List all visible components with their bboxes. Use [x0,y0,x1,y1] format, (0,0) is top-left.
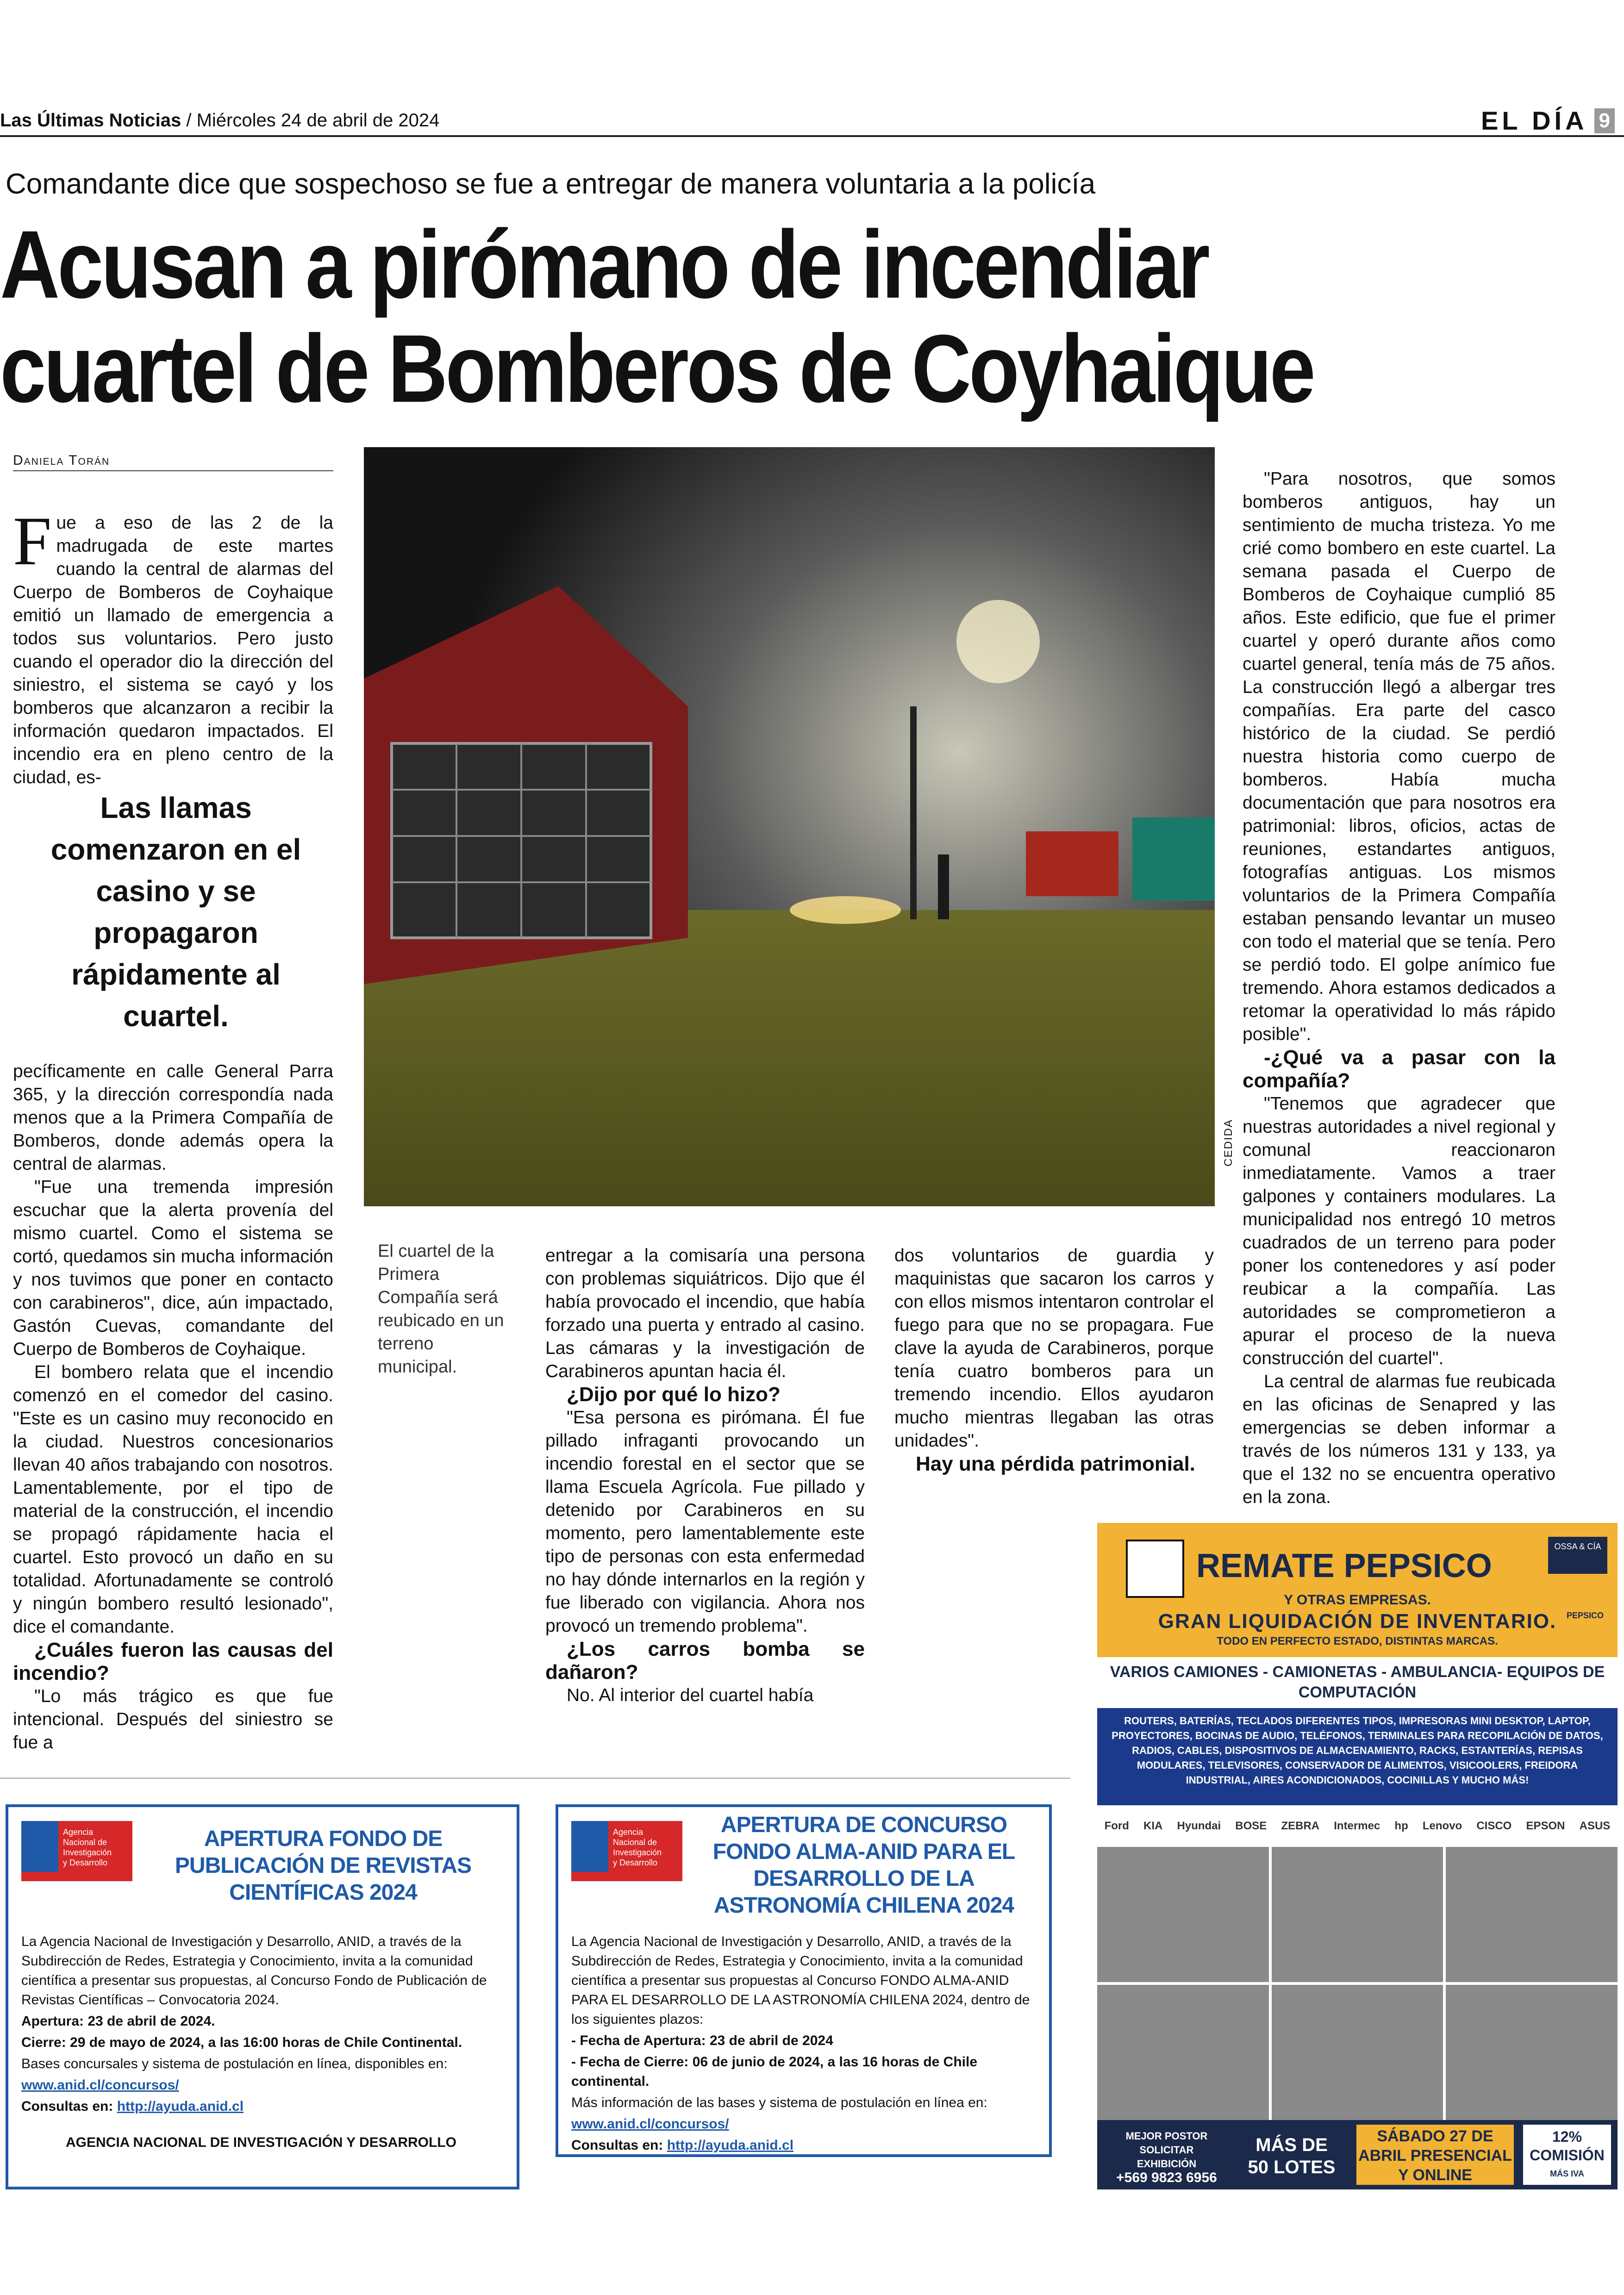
lots-count: MÁS DE 50 LOTES [1248,2135,1336,2177]
ad-title: APERTURA FONDO DE PUBLICACIÓN DE REVISTAS CIENTÍFICAS 2024 [175,1827,472,1905]
issue-date: Miércoles 24 de abril de 2024 [196,110,440,131]
ad-footer [1097,2120,1618,2189]
svg-text:Agencia: Agencia [63,1827,94,1837]
photo-credit: CEDIDA [1222,1119,1235,1166]
items-list: ROUTERS, BATERÍAS, TECLADOS DIFERENTES TIPOS, IMPRESORAS MINI DESKTOP, LAPTOP, PROYECTORES, BOCINAS DE AUDIO, TELÉFONOS, TERMINALES PARA RECOPILACIÓN DE DATOS, RADIOS, CABLES, DISPOSITIVOS DE ALMACENAMIENTO, RACKS, ESTANTERÍAS, REPISAS MODULARES, TELEVISORES, CONSERVADOR DE ALIMENTOS, VISICOOLERS, FREIDORA INDUSTRIAL, AIRES ACONDICIONADOS, COCINILLAS Y MUCHO MÁS! [1097,1708,1618,1805]
ad-footer: AGENCIA NACIONAL DE INVESTIGACIÓN Y DESARROLLO [66,2135,456,2150]
ad-label: Consultas en: [571,2138,663,2153]
brand-logo: EPSON [1526,1820,1565,1832]
publication-name: Las Últimas Noticias [0,110,181,131]
ad-paragraph: La Agencia Nacional de Investigación y Desarrollo, ANID, a través de la Subdirección de Redes, Estrategia y Conocimiento, invita a la comunidad científica a presentar sus propuestas, al Concurso Fondo de Publicación de Revistas Científicas – Convocatoria 2024. [21,1934,487,2008]
ad-subtitle: GRAN LIQUIDACIÓN DE INVENTARIO. [1158,1610,1557,1633]
paragraph: "Para nosotros, que somos bomberos antiguos, hay un sentimiento de mucha tristeza. Yo me crié como bombero en este cuartel. La semana pasada el Cuerpo de Bomberos de Coyhaique cumplió 85 años. Este edificio, que fue el primer cuartel y operó durante años como cuartel general, tenía más de 75 años. La construcción llegó a albergar tres compañías. Era parte del casco histórico de la ciudad. Se perdió nuestra historia como cuerpo de bomberos. Había mucha documentación que para nosotros era patrimonial: libros, oficios, actas de reuniones, estandartes antiguos, fotografías antiguas. Los mismos voluntarios de la Primera Compañía estaban pensando levantar un museo con todo el material que se tenía. Pero se perdió todo. El golpe anímico fue tremendo. Ahora estamos dedicados a retomar la operatividad lo más rápido posible". [1243,469,1555,1044]
header-rule [0,135,1624,137]
commission-note: MÁS IVA [1550,2169,1584,2178]
product-photo [1097,1847,1269,1982]
paragraph: La central de alarmas fue reubicada en las oficinas de Senapred y las emergencias se deben informar a través de los números 131 y 133, ya que el 132 no se encuentra operativo en la zona. [1243,1372,1555,1507]
commission-box [1523,2125,1611,2185]
ad-banner [1097,1523,1618,1657]
commission: 12% COMISIÓN [1530,2128,1605,2164]
drop-cap: F [13,503,52,580]
anid-ad-astronomy [556,1804,1052,2157]
headline-line-2: cuartel de Bomberos de Coyhaique [0,315,1313,423]
product-photo [1097,1985,1269,2120]
interview-question: ¿Dijo por qué lo hizo? [567,1383,781,1406]
svg-text:y Desarrollo: y Desarrollo [63,1858,108,1867]
pepsico-auction-ad [1097,1523,1618,2189]
ad-opening-date: - Fecha de Apertura: 23 de abril de 2024 [571,2033,833,2048]
fire-photo [364,447,1215,1206]
section-label [1481,106,1615,136]
anid-ad-journals [6,1804,519,2189]
brand-logo: CISCO [1476,1820,1512,1832]
ad-paragraph: Más información de las bases y sistema de postulación en línea en: [571,2095,987,2110]
masthead: Las Últimas Noticias / Miércoles 24 de abril de 2024 [0,110,440,131]
byline: Daniela Torán [13,453,110,468]
page-number: 9 [1594,108,1615,133]
brand-logo: ZEBRA [1281,1820,1320,1832]
brand-logo: ASUS [1579,1820,1611,1832]
product-photo [1446,1847,1618,1982]
article-kicker: Comandante dice que sospechoso se fue a entregar de manera voluntaria a la policía [6,168,1096,200]
paragraph: "Fue una tremenda impresión escuchar que la alerta provenía del mismo cuartel. Como el sistema se cortó, quedamos sin mucha información y nos tuvimos que poner en contacto con carabineros", dice, aún impactado, Gastón Cuevas, comandante del Cuerpo de Bomberos de Coyhaique. [13,1177,333,1359]
brand-logo: Lenovo [1422,1820,1462,1832]
interview-question: -¿Qué va a pasar con la compañía? [1243,1046,1555,1092]
pepsico-logo: PEPSICO [1566,1611,1604,1620]
product-photos [1097,1847,1618,2120]
ad-paragraph: La Agencia Nacional de Investigación y Desarrollo, ANID, a través de la Subdirección de Redes, Estrategia y Conocimiento, invita a la comunidad científica a presentar sus propuestas al Concurso FONDO ALMA-ANID PARA EL DESARROLLO DE LA ASTRONOMÍA CHILENA 2024, dentro de los siguientes plazos: [571,1934,1030,2027]
ad-link-concursos[interactable]: www.anid.cl/concursos/ [571,2116,729,2132]
anid-logo-icon [21,1821,132,1895]
brand-logo: Intermec [1334,1820,1380,1832]
paragraph: No. Al interior del cuartel había [567,1685,814,1705]
paragraph-text: ue a eso de las 2 de la madrugada de este martes cuando la central de alarmas del Cuerpo de Bomberos de Coyhaique emitió un llamado de emergencia a todos sus voluntarios. Pero justo cuando el operador dio la dirección del siniestro, el sistema se cayó y los bomberos que alcanzaron a recibir la información quedaron impactados. El incendio era en pleno centro de la ciudad, es- [13,513,333,787]
ad-subtitle: Y OTRAS EMPRESAS. [1284,1592,1431,1608]
svg-text:Investigación: Investigación [613,1848,662,1857]
svg-text:Nacional de: Nacional de [63,1838,107,1847]
brand-logo: KIA [1143,1820,1163,1832]
ad-link-ayuda[interactable]: http://ayuda.anid.cl [667,2138,794,2153]
brand-logo: hp [1394,1820,1408,1832]
article-column-1-top [13,503,333,789]
brand-logo: Hyundai [1177,1820,1221,1832]
ossa-logo: OSSA & CÍA [1548,1537,1607,1574]
interview-question: ¿Cuáles fueron las causas del incendio? [13,1639,333,1684]
ad-label: Consultas en: [21,2099,113,2114]
svg-text:Agencia: Agencia [613,1827,643,1837]
product-photo [1446,1985,1618,2120]
paragraph: "Esa persona es pirómana. Él fue pillado infraganti provocando un incendio forestal en el sector que se llama Escuela Agrícola. Fue pillado y detenido por Carabineros en su momento, pero lamentablemente este tipo de personas con esta enfermedad no hay dónde internarlos en la región y fue liberado con vigilancia. Ahora nos provocó un tremendo problema". [545,1408,865,1636]
byline-rule [13,470,333,471]
svg-text:y Desarrollo: y Desarrollo [613,1858,658,1867]
brand-logos [1097,1810,1618,1842]
paragraph: entregar a la comisaría una persona con problemas siquiátricos. Dijo que él había provocado el incendio, que había forzado una puerta y entrado al casino. Las cámaras y la investigación de Carabineros apuntan hacia él. [545,1246,865,1381]
paragraph [13,503,333,789]
article-column-1-bottom [13,1060,333,1754]
ad-title: APERTURA DE CONCURSO FONDO ALMA-ANID PARA EL DESARROLLO DE LA ASTRONOMÍA CHILENA 2024 [712,1813,1015,1918]
ad-separator [0,1777,1070,1779]
svg-text:Investigación: Investigación [63,1848,112,1857]
headline-line-1: Acusan a pirómano de incendiar [0,211,1208,318]
interview-question: Hay una pérdida patrimonial. [916,1453,1195,1475]
ad-closing-date: - Fecha de Cierre: 06 de junio de 2024, a las 16 horas de Chile continental. [571,2054,978,2089]
anid-logo-icon [571,1821,682,1895]
paragraph: dos voluntarios de guardia y maquinistas que sacaron los carros y con ellos mismos intentaron controlar el fuego para que no se propagara. Fue clave la ayuda de Carabineros, porque tenía cuatro bomberos para un tremendo incendio. Ellos ayudaron mucho mientras llegaban las otras unidades". [894,1246,1214,1451]
ad-paragraph: Bases concursales y sistema de postulación en línea, disponibles en: [21,2056,448,2071]
ad-title: REMATE PEPSICO [1196,1547,1492,1584]
pull-quote: Las llamas comenzaron en el casino y se propagaron rápidamente al cuartel. [50,791,301,1033]
qr-code-icon[interactable] [1126,1540,1184,1598]
article-headline [0,213,1393,421]
paragraph: pecíficamente en calle General Parra 365, y la dirección correspondía nada menos que a la Primera Compañía de Bomberos, donde además opera la central de alarmas. [13,1061,333,1174]
ad-body [571,1932,1034,2157]
ad-link-ayuda[interactable]: http://ayuda.anid.cl [117,2099,244,2114]
photo-caption: El cuartel de la Primera Compañía será reubicado en un terreno municipal. [378,1241,504,1377]
footer-label: SOLICITAR EXHIBICIÓN [1137,2144,1197,2170]
paragraph: "Tenemos que agradecer que nuestras autoridades a nivel regional y comunal reaccionaron inmediatamente. Vamos a traer galpones y containers modulares. La municipalidad nos entregó 10 metros cuadrados de un terreno para poder poner los contenedores y así poder reubicar a la compañía. Las autoridades se comprometieron a apurar el proceso de la nueva construcción del cuartel". [1243,1094,1555,1368]
auction-date: SÁBADO 27 DE ABRIL PRESENCIAL Y ONLINE [1356,2125,1514,2185]
ad-subtitle: TODO EN PERFECTO ESTADO, DISTINTAS MARCAS. [1217,1635,1498,1647]
ad-body [21,1932,501,2154]
paragraph: "Lo más trágico es que fue intencional. Después del siniestro se fue a [13,1686,333,1752]
interview-question: ¿Los carros bomba se dañaron? [545,1638,865,1684]
paragraph: El bombero relata que el incendio comenzó en el comedor del casino. "Este es un casino muy reconocido en la ciudad. Nuestros concesionarios llevan 40 años trabajando con nosotros. Lamentablemente, por el tipo de material de la construcción, el incendio se propagó rápidamente hacia el cuartel. Esto provocó un daño en su totalidad. Afortunadamente se controló y ningún bombero resultó lesionado", dice el comandante. [13,1362,333,1637]
brand-logo: Ford [1104,1820,1129,1832]
product-photo [1272,1847,1443,1982]
ad-closing-date: Cierre: 29 de mayo de 2024, a las 16:00 horas de Chile Continental. [21,2035,462,2050]
product-photo [1272,1985,1443,2120]
brand-logo: BOSE [1235,1820,1267,1832]
article-column-2 [545,1244,865,1707]
ad-link-concursos[interactable]: www.anid.cl/concursos/ [21,2077,179,2093]
items-heading: VARIOS CAMIONES - CAMIONETAS - AMBULANCIA- EQUIPOS DE COMPUTACIÓN [1097,1657,1618,1708]
svg-text:Nacional de: Nacional de [613,1838,657,1847]
section-name: EL DÍA [1480,106,1588,135]
footer-label: MEJOR POSTOR [1125,2130,1208,2142]
ad-opening-date: Apertura: 23 de abril de 2024. [21,2014,215,2029]
article-column-3 [894,1244,1214,1476]
phone-number[interactable]: +569 9823 6956 [1116,2170,1217,2185]
article-column-4 [1243,468,1555,1509]
